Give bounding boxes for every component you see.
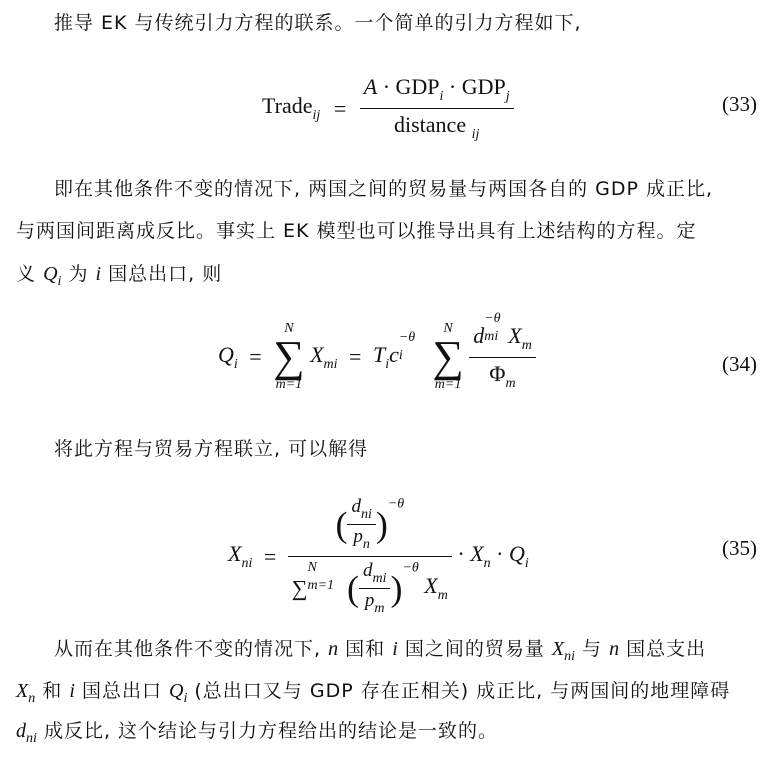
p2-line1: 即在其他条件不变的情况下, 两国之间的贸易量与两国各自的 GDP 成正比, (54, 178, 714, 200)
eq34-equals2: = (349, 344, 362, 369)
eq34-denominator: $\Phi_m$ (469, 357, 536, 392)
eq35-lhs: $X_{ni}$ (228, 541, 253, 571)
eq34-numerator: d −θ mi $X_m$ (473, 310, 532, 353)
p4-mid1: 国和 (345, 638, 386, 660)
eq35-inner-den-frac: $\frac{d_{mi}}{p_m}$ (359, 560, 391, 617)
paragraph-gravity-line2 (16, 212, 756, 250)
p3-text: 将此方程与贸易方程联立, 可以解得 (54, 438, 369, 460)
paragraph-conclusion-line3 (16, 712, 756, 758)
symbol-i: i (95, 263, 102, 285)
p4-mid3: 与 (582, 638, 603, 660)
p4-post: 国总支出 (626, 638, 707, 660)
eq34-term1: $X_{mi}$ (310, 341, 338, 372)
eq34-lhs: $Q_i$ (218, 341, 238, 372)
eq34-fraction (469, 310, 536, 392)
eq34-equals1: = (249, 344, 262, 369)
p2-def-post: 国总出口, 则 (108, 263, 223, 285)
eq34-sum1: N ∑ m=1 (273, 321, 305, 392)
eq33-equals: = (333, 95, 347, 121)
eq35-numerator: ( $\frac{d_{ni}}{p_n}$ )$^{-\theta}$ (335, 496, 405, 552)
p4c-post: 成反比, 这个结论与引力方程给出的结论是一致的。 (43, 720, 499, 742)
p2-def-text: 义 (16, 263, 37, 285)
eq35-body (228, 496, 529, 617)
symbol-Xn: $X_n$ (16, 680, 36, 706)
eq33-lhs: Trade$_{ij}$ (262, 93, 321, 123)
eq33-body (262, 74, 514, 143)
p4b-mid2: 国总出口 (81, 680, 162, 702)
symbol-Qi-2: $Q_i$ (169, 680, 188, 706)
p4b-post: (总出口又与 GDP 存在正相关) 成正比, 与两国间的地理障碍 (194, 680, 731, 702)
symbol-dni: $d_{ni}$ (16, 720, 37, 746)
eq33-fraction (360, 74, 514, 143)
eq33-denominator: distance $_{ij}$ (360, 108, 514, 143)
p2-line2: 与两国间距离成反比。事实上 EK 模型也可以推导出具有上述结构的方程。定 (16, 220, 697, 242)
symbol-Q: $Q_i$ (43, 263, 62, 289)
eq35-inner-num-frac: $\frac{d_{ni}}{p_n}$ (347, 496, 375, 553)
p4-pre: 从而在其他条件不变的情况下, (54, 638, 322, 660)
eq35-denominator: ∑ N m=1 ( $\frac{d_{mi}}{p_m}$ )$^{-\theta}$ $X_m$ (288, 556, 452, 617)
symbol-Xni: $X_{ni}$ (551, 638, 575, 664)
eq35-fraction (288, 496, 452, 617)
eq33-numerator: $A \cdot GDP_i \cdot GDP_j$ (363, 74, 510, 104)
paragraph-conclusion-line1 (16, 630, 756, 676)
paragraph-intro (16, 4, 756, 42)
intro-text: 推导 EK 与传统引力方程的联系。一个简单的引力方程如下, (54, 12, 582, 34)
eq35-number: (35) (722, 536, 757, 560)
eq35-rhs: · $X_n \cdot Q_i$ (457, 541, 529, 571)
symbol-n: n (328, 638, 339, 660)
eq35-equals: = (263, 543, 277, 569)
paragraph-solve (16, 430, 756, 468)
symbol-i-3: i (69, 680, 75, 702)
eq34-number: (34) (722, 352, 757, 376)
p2-def-for: 为 (68, 263, 89, 285)
p4-mid2: 国之间的贸易量 (404, 638, 545, 660)
symbol-n-2: n (609, 638, 620, 660)
paragraph-gravity-explanation (16, 170, 756, 208)
eq33-number: (33) (722, 92, 757, 116)
eq34-sum2: N ∑ m=1 (432, 321, 464, 392)
symbol-i-2: i (392, 638, 398, 660)
p4b-mid1: 和 (42, 680, 63, 702)
paragraph-gravity-line3 (16, 255, 756, 301)
eq34-Tc: $T_ic$ −θ i (372, 329, 416, 372)
eq34-body (218, 310, 536, 392)
